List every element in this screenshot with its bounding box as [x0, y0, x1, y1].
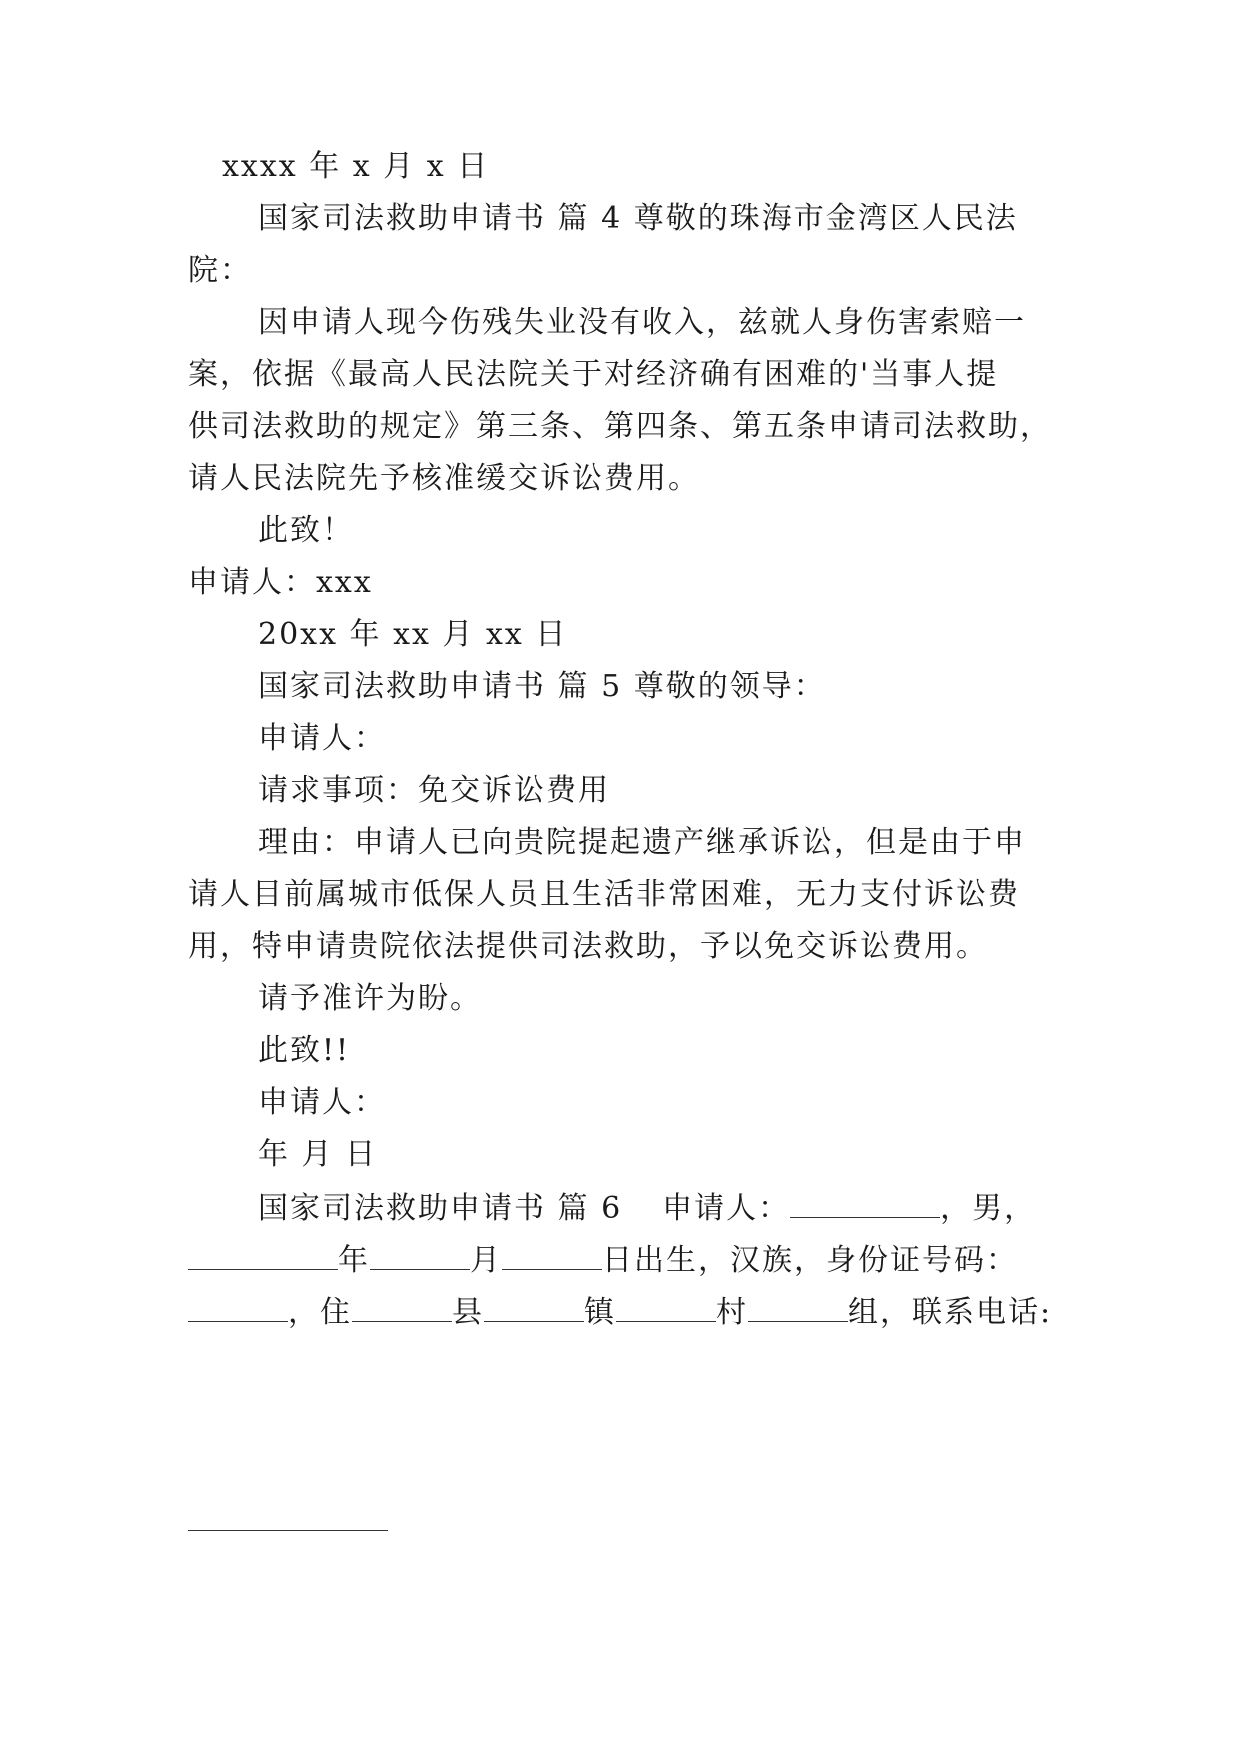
section-6-heading-line	[258, 1187, 1128, 1227]
paragraph-line: 供司法救助的规定》第三条、第四条、第五条申请司法救助，	[188, 409, 1052, 444]
paragraph-line: 请人目前属城市低保人员且生活非常困难，无力支付诉讼费	[188, 877, 1020, 912]
year-blank	[188, 1239, 338, 1270]
year-label: 年	[338, 1243, 370, 1278]
month-label: 月	[470, 1243, 502, 1278]
residence-label: ，住	[288, 1295, 352, 1330]
applicant-label: 申请人：	[258, 721, 386, 756]
birth-line	[188, 1239, 1058, 1279]
group-blank	[748, 1291, 848, 1322]
applicant-signature: 申请人：xxx	[188, 565, 373, 600]
section-4-heading: 国家司法救助申请书 篇 4 尊敬的珠海市金湾区人民法	[258, 201, 1018, 236]
applicant-name-blank	[790, 1187, 940, 1218]
month-blank	[370, 1239, 470, 1270]
id-number-blank	[188, 1291, 288, 1322]
address-line	[188, 1291, 1058, 1331]
county-blank	[352, 1291, 452, 1322]
date-placeholder: 年 月 日	[258, 1137, 378, 1172]
group-phone-label: 组，联系电话:	[848, 1295, 1053, 1330]
closing-salutation: 此致!!	[258, 1033, 351, 1068]
paragraph-line: 用，特申请贵院依法提供司法救助，予以免交诉讼费用。	[188, 929, 988, 964]
request-line: 请求事项：免交诉讼费用	[258, 773, 610, 808]
paragraph-line: 理由：申请人已向贵院提起遗产继承诉讼，但是由于申	[258, 825, 1026, 860]
county-label: 县	[452, 1295, 484, 1330]
paragraph-line: 请人民法院先予核准缓交诉讼费用。	[188, 461, 700, 496]
village-blank	[616, 1291, 716, 1322]
applicant-label: 申请人：	[662, 1191, 791, 1226]
town-label: 镇	[584, 1295, 616, 1330]
town-blank	[484, 1291, 584, 1322]
signature-date: 20xx 年 xx 月 xx 日	[258, 617, 568, 652]
phone-number-blank	[188, 1530, 388, 1531]
village-label: 村	[716, 1295, 748, 1330]
closing-salutation: 此致！	[258, 513, 354, 548]
request-approval: 请予准许为盼。	[258, 981, 482, 1016]
day-blank	[502, 1239, 602, 1270]
date-line: xxxx 年 x 月 x 日	[222, 149, 490, 184]
paragraph-line: 因申请人现今伤残失业没有收入，兹就人身伤害索赔一	[258, 305, 1026, 340]
paragraph-line: 案，依据《最高人民法院关于对经济确有困难的'当事人提	[188, 357, 999, 392]
section-6-heading: 国家司法救助申请书 篇 6	[258, 1191, 623, 1226]
section-4-heading-cont: 院：	[188, 253, 252, 288]
birth-text: 日出生，汉族，身份证号码：	[602, 1243, 1018, 1278]
gender-text: ，男，	[940, 1191, 1037, 1226]
section-5-heading: 国家司法救助申请书 篇 5 尊敬的领导：	[258, 669, 826, 704]
applicant-label: 申请人：	[258, 1085, 386, 1120]
